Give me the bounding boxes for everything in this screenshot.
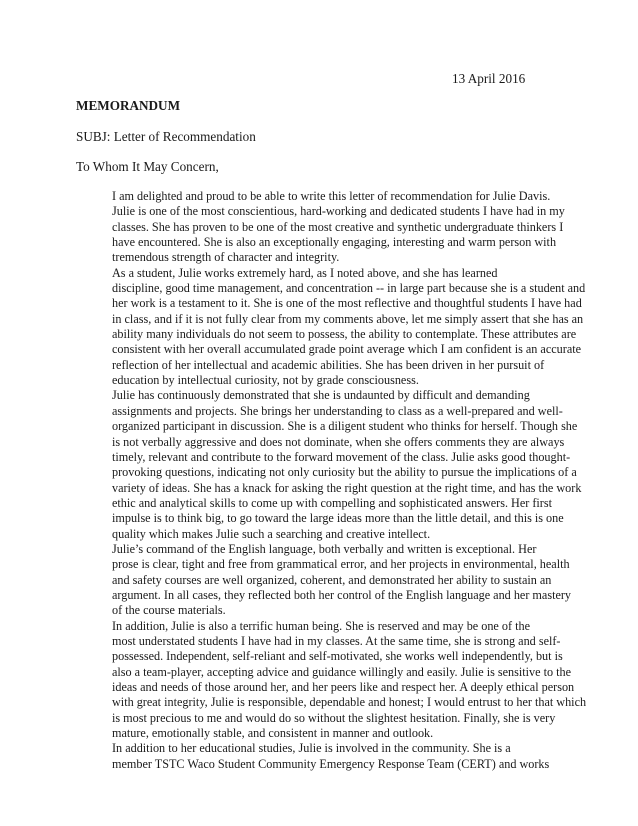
paragraph-line: with great integrity, Julie is responsible, dependable and honest; I would entrust to her that which (112, 695, 587, 710)
paragraph-line: possessed. Independent, self-reliant and self-motivated, she works well independently, but is (112, 649, 563, 664)
paragraph-line: of the course materials. (112, 603, 226, 618)
salutation: To Whom It May Concern, (76, 159, 219, 174)
paragraph-line: quality which makes Julie such a searching and creative intellect. (112, 526, 431, 541)
paragraph-line: reflection of her intellectual and academic abilities. She has been driven in her pursuit of (112, 357, 545, 372)
paragraph (76, 266, 596, 389)
paragraph-line: variety of ideas. She has a knack for asking the right question at the right time, and has the work (112, 480, 582, 495)
paragraph-line: most understated students I have had in my classes. At the same time, she is strong and self- (112, 633, 561, 648)
paragraph-line: ability many individuals do not seem to possess, the ability to contemplate. These attributes are (112, 327, 577, 342)
paragraph-line: also a team-player, accepting advice and guidance willingly and easily. Julie is sensitive to the (112, 664, 571, 679)
paragraph-line: timely, relevant and contribute to the forward movement of the class. Julie asks good thought- (112, 449, 571, 464)
paragraph-line: Julie has continuously demonstrated that she is undaunted by difficult and demanding (112, 388, 530, 403)
paragraph-line: argument. In all cases, they reflected both her control of the English language and her mastery (112, 587, 572, 602)
paragraph-line: is not verbally aggressive and does not dominate, when she offers comments they are always (112, 434, 565, 449)
paragraph-line: ideas and needs of those around her, and her peers like and respect her. A deeply ethical person (112, 680, 575, 694)
paragraph-line: ethic and analytical skills to come up with compelling and sophisticated answers. Her first (112, 495, 552, 510)
paragraph-line: As a student, Julie works extremely hard, as I noted above, and she has learned (112, 265, 498, 280)
paragraph-line: assignments and projects. She brings her understanding to class as a well-prepared and well- (112, 403, 563, 418)
subject-line: SUBJ: Letter of Recommendation (76, 129, 256, 144)
paragraph-line: impulse is to think big, to go toward the large ideas more than the little detail, and this is one (112, 511, 564, 526)
paragraph-line: In addition to her educational studies, Julie is involved in the community. She is a (112, 741, 511, 756)
paragraph-line: in class, and if it is not fully clear from my comments above, let me simply assert that she has an (112, 311, 584, 326)
paragraph-line: Julie’s command of the English language, both verbally and written is exceptional. Her (112, 541, 537, 556)
paragraph-line: education by intellectual curiosity, not by grade consciousness. (112, 373, 419, 388)
paragraph-line: her work is a testament to it. She is one of the most reflective and thoughtful students I have had (112, 296, 582, 311)
paragraph-line: member TSTC Waco Student Community Emergency Response Team (CERT) and works (112, 756, 550, 771)
paragraph-line: is most precious to me and would do so without the slightest hesitation. Finally, she is very (112, 710, 556, 725)
paragraph (76, 542, 596, 619)
letter-date: 13 April 2016 (452, 71, 526, 86)
paragraph-line: consistent with her overall accumulated grade point average which I am confident is an accurate (112, 342, 582, 357)
paragraph-line: discipline, good time management, and concentration -- in large part because she is a student and (112, 281, 586, 296)
paragraph-line: Julie is one of the most conscientious, hard-working and dedicated students I have had in my (112, 204, 565, 219)
paragraph (76, 741, 596, 772)
paragraph-line: have encountered. She is also an exceptionally engaging, interesting and warm person with (112, 235, 557, 250)
paragraph-line: I am delighted and proud to be able to write this letter of recommendation for Julie Davis. (112, 189, 551, 203)
paragraph-line: In addition, Julie is also a terrific human being. She is reserved and may be one of the (112, 618, 530, 633)
paragraph (76, 388, 596, 541)
paragraph-line: provoking questions, indicating not only curiosity but the ability to pursue the implications of a (112, 465, 577, 480)
paragraph-line: classes. She has proven to be one of the most creative and synthetic undergraduate thinkers I (112, 219, 564, 234)
paragraph (76, 189, 596, 266)
paragraph-line: and safety courses are well organized, coherent, and demonstrated her ability to sustain an (112, 572, 552, 587)
paragraph-line: tremendous strength of character and integrity. (112, 250, 340, 265)
paragraph-line: prose is clear, tight and free from grammatical error, and her projects in environmental, health (112, 557, 570, 572)
memo-heading: MEMORANDUM (76, 98, 181, 113)
paragraph-line: organized participant in discussion. She is a diligent student who thinks for herself. Though she (112, 419, 578, 434)
paragraph (76, 619, 596, 742)
paragraph-line: mature, emotionally stable, and consistent in manner and outlook. (112, 726, 434, 741)
letter-body (76, 189, 596, 772)
